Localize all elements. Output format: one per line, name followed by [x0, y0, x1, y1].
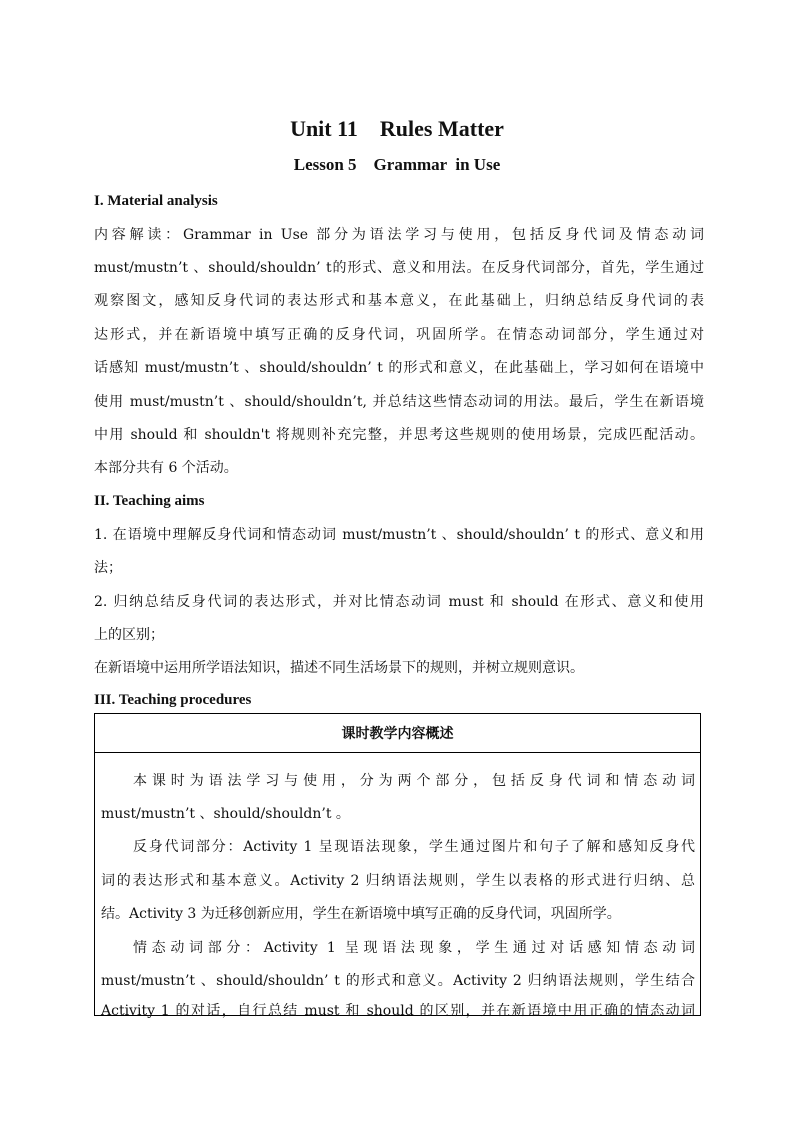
- table-cell: [95, 753, 701, 1019]
- procedure-line: Activity 1 的对话，自行总结 must 和 should 的区别，并在新语境中用正确的情态动词: [101, 1003, 695, 1019]
- material-line: 内容解读：Grammar in Use 部分为语法学习与使用，包括反身代词及情态动词: [94, 227, 704, 243]
- procedure-line: 反身代词部分：Activity 1 呈现语法现象，学生通过图片和句子了解和感知反身代: [133, 839, 695, 855]
- material-line: 话感知 must/mustn’t 、should/shouldn’ t 的形式和意义，在此基础上，学习如何在语境中: [94, 360, 704, 376]
- lesson-subtitle: Lesson 5 Grammar in Use: [293, 155, 501, 174]
- aims-line: 在新语境中运用所学语法知识，描述不同生活场景下的规则，并树立规则意识。: [94, 660, 584, 676]
- procedure-line: 本课时为语法学习与使用，分为两个部分，包括反身代词和情态动词: [133, 773, 695, 789]
- unit-title: Unit 11 Rules Matter: [290, 116, 504, 141]
- section-heading-procedures: III. Teaching procedures: [94, 692, 252, 708]
- material-line: 使用 must/mustn’t 、should/shouldn’t, 并总结这些情态动词的用法。最后，学生在新语境: [94, 394, 704, 410]
- material-line: 观察图文，感知反身代词的表达形式和基本意义，在此基础上，归纳总结反身代词的表: [94, 293, 704, 309]
- aims-line: 2. 归纳总结反身代词的表达形式，并对比情态动词 must 和 should 在形式、意义和使用: [94, 594, 704, 610]
- material-line: must/mustn’t 、should/shouldn’ t的形式、意义和用法。在反身代词部分，首先，学生通过: [94, 260, 704, 276]
- procedure-line: 结。Activity 3 为迁移创新应用，学生在新语境中填写正确的反身代词，巩固所学。: [101, 906, 621, 922]
- material-line: 达形式，并在新语境中填写正确的反身代词，巩固所学。在情态动词部分，学生通过对: [94, 327, 704, 343]
- section-heading-aims: II. Teaching aims: [94, 493, 205, 509]
- procedures-table: [94, 713, 701, 1019]
- material-line: 中用 should 和 shouldn't 将规则补充完整，并思考这些规则的使用场景，完成匹配活动。: [94, 427, 704, 443]
- procedure-line: 情态动词部分：Activity 1 呈现语法现象，学生通过对话感知情态动词: [133, 940, 695, 956]
- procedure-line: must/mustn’t 、should/shouldn’ t 的形式和意义。Activity 2 归纳语法规则，学生结合: [101, 973, 695, 989]
- material-line: 本部分共有 6 个活动。: [94, 460, 238, 476]
- table-header: 课时教学内容概述: [95, 714, 701, 753]
- procedure-line: must/mustn’t 、should/shouldn’t 。: [101, 806, 350, 822]
- aims-line: 1. 在语境中理解反身代词和情态动词 must/mustn’t 、should/shouldn’ t 的形式、意义和用: [94, 527, 704, 543]
- section-heading-material: I. Material analysis: [94, 193, 218, 209]
- aims-line: 上的区别；: [94, 627, 164, 643]
- aims-line: 法；: [94, 560, 122, 576]
- procedure-line: 词的表达形式和基本意义。Activity 2 归纳语法规则，学生以表格的形式进行归纳、总: [101, 873, 695, 889]
